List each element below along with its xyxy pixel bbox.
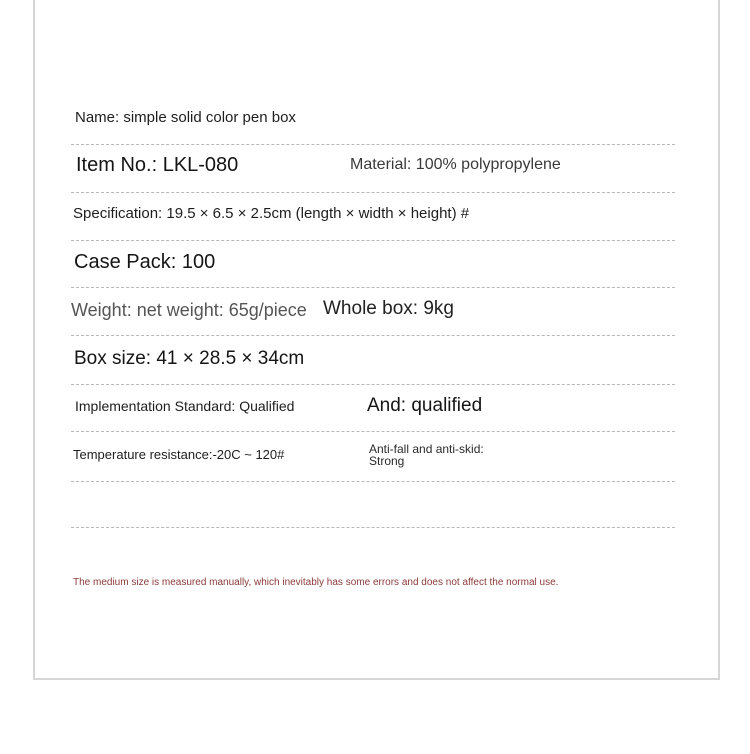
specification-text: Specification: 19.5 × 6.5 × 2.5cm (length × width × height) #	[73, 205, 470, 222]
temperature-resistance-text: Temperature resistance:-20C ~ 120#	[73, 447, 285, 462]
name-text: Name: simple solid color pen box	[75, 109, 296, 126]
row-specification	[71, 193, 675, 241]
anti-fall-label: Anti-fall and anti-skid:	[369, 442, 484, 456]
weight-text: Weight: net weight: 65g/piece	[71, 300, 307, 320]
row-box-size	[71, 336, 675, 385]
case-pack-text: Case Pack: 100	[74, 251, 216, 273]
spec-card	[33, 0, 720, 680]
row-empty	[71, 482, 675, 528]
implementation-standard-text: Implementation Standard: Qualified	[75, 398, 295, 414]
and-qualified-text: And: qualified	[367, 395, 483, 416]
anti-fall-value: Strong	[369, 454, 405, 468]
measurement-note: The medium size is measured manually, which inevitably has some errors and does not affect the normal use.	[73, 577, 559, 588]
row-item-no	[71, 145, 675, 193]
row-implementation-standard	[71, 385, 675, 432]
row-case-pack	[71, 241, 675, 288]
row-weight	[71, 288, 675, 336]
row-temperature-resistance	[71, 432, 675, 482]
row-name	[71, 98, 675, 145]
material-text: Material: 100% polypropylene	[350, 156, 561, 173]
box-size-text: Box size: 41 × 28.5 × 34cm	[74, 348, 305, 369]
item-no-text: Item No.: LKL-080	[76, 154, 239, 176]
whole-box-text: Whole box: 9kg	[323, 298, 454, 319]
